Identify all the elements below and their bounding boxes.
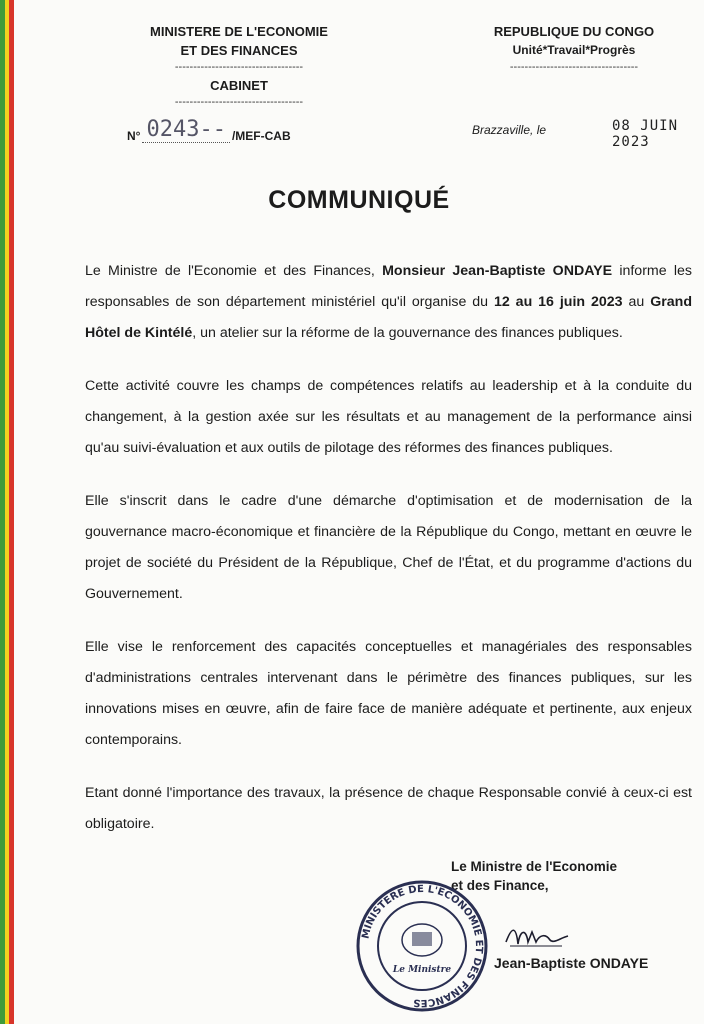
seal-ring-text: MINISTERE DE L'ECONOMIE ET DES FINANCES (360, 883, 485, 1009)
republic-name: REPUBLIQUE DU CONGO (493, 24, 655, 39)
reference-number (127, 118, 291, 143)
document-title: COMMUNIQUÉ (268, 186, 450, 214)
republic-divider: ----------------------------------- (509, 61, 639, 73)
reference-prefix: N° (127, 129, 141, 143)
paragraph-2: Cette activité couvre les champs de compétences relatifs au leadership et à la conduite du changement, à la gestion axée sur les résultats et au management de la performance ainsi qu'au suivi-évaluation et aux outils de pilotage des réformes des finances publiques. (85, 378, 692, 456)
header-divider: ----------------------------------- (174, 61, 304, 73)
document-body (85, 256, 692, 862)
cabinet-label: CABINET (210, 78, 268, 93)
date-stamp: 08 JUIN 2023 (612, 118, 679, 150)
cabinet-divider: ----------------------------------- (174, 96, 304, 108)
minister-name-bold: Monsieur Jean-Baptiste ONDAYE (382, 263, 613, 279)
seal-center-label: Le Ministre (392, 965, 452, 975)
republic-motto: Unité*Travail*Progrès (512, 43, 636, 57)
document-page (14, 0, 704, 1024)
reference-suffix: /MEF-CAB (231, 129, 291, 143)
congo-flag-border (0, 0, 14, 1024)
seal-book-icon (412, 932, 432, 946)
signatory-title-line1: Le Ministre de l'Economie (451, 859, 617, 874)
signatory-title-line2: et des Finance, (451, 878, 549, 893)
ministry-line2: ET DES FINANCES (180, 43, 298, 58)
place-label: Brazzaville, le (472, 123, 547, 137)
ministry-header (109, 22, 369, 109)
ministry-line1: MINISTERE DE L'ECONOMIE (150, 24, 328, 39)
signatory-name: Jean-Baptiste ONDAYE (494, 955, 649, 971)
venue-bold: Grand Hôtel de Kintélé (85, 294, 692, 341)
paragraph-1: Le Ministre de l'Economie et des Finances, Monsieur Jean-Baptiste ONDAYE informe les responsables de son département ministériel qu'il organise du 12 au 16 juin 2023 au Grand Hôtel de Kintélé, un atelier sur la réforme de la gouvernance des finances publiques. (85, 263, 693, 341)
republic-header (454, 22, 694, 74)
official-seal-stamp (354, 878, 490, 1014)
reference-value: 0243-- (142, 118, 229, 143)
event-dates-bold: 12 au 16 juin 2023 (493, 294, 623, 310)
handwritten-signature (502, 920, 572, 954)
paragraph-4: Elle vise le renforcement des capacités conceptuelles et managériales des responsables d'administrations centrales intervenant dans le périmètre des finances publiques, sur les innovations mises en œuvre, afin de faire face de manière adéquate et pertinente, aux enjeux contemporains. (85, 639, 692, 748)
paragraph-3: Elle s'inscrit dans le cadre d'une démarche d'optimisation et de modernisation de la gouvernance macro-économique et financière de la République du Congo, mettant en œuvre le projet de société du Président de la République, Chef de l'État, et du programme d'actions du Gouvernement. (85, 493, 692, 602)
paragraph-5: Etant donné l'importance des travaux, la présence de chaque Responsable convié à ceux-ci est obligatoire. (85, 785, 692, 832)
